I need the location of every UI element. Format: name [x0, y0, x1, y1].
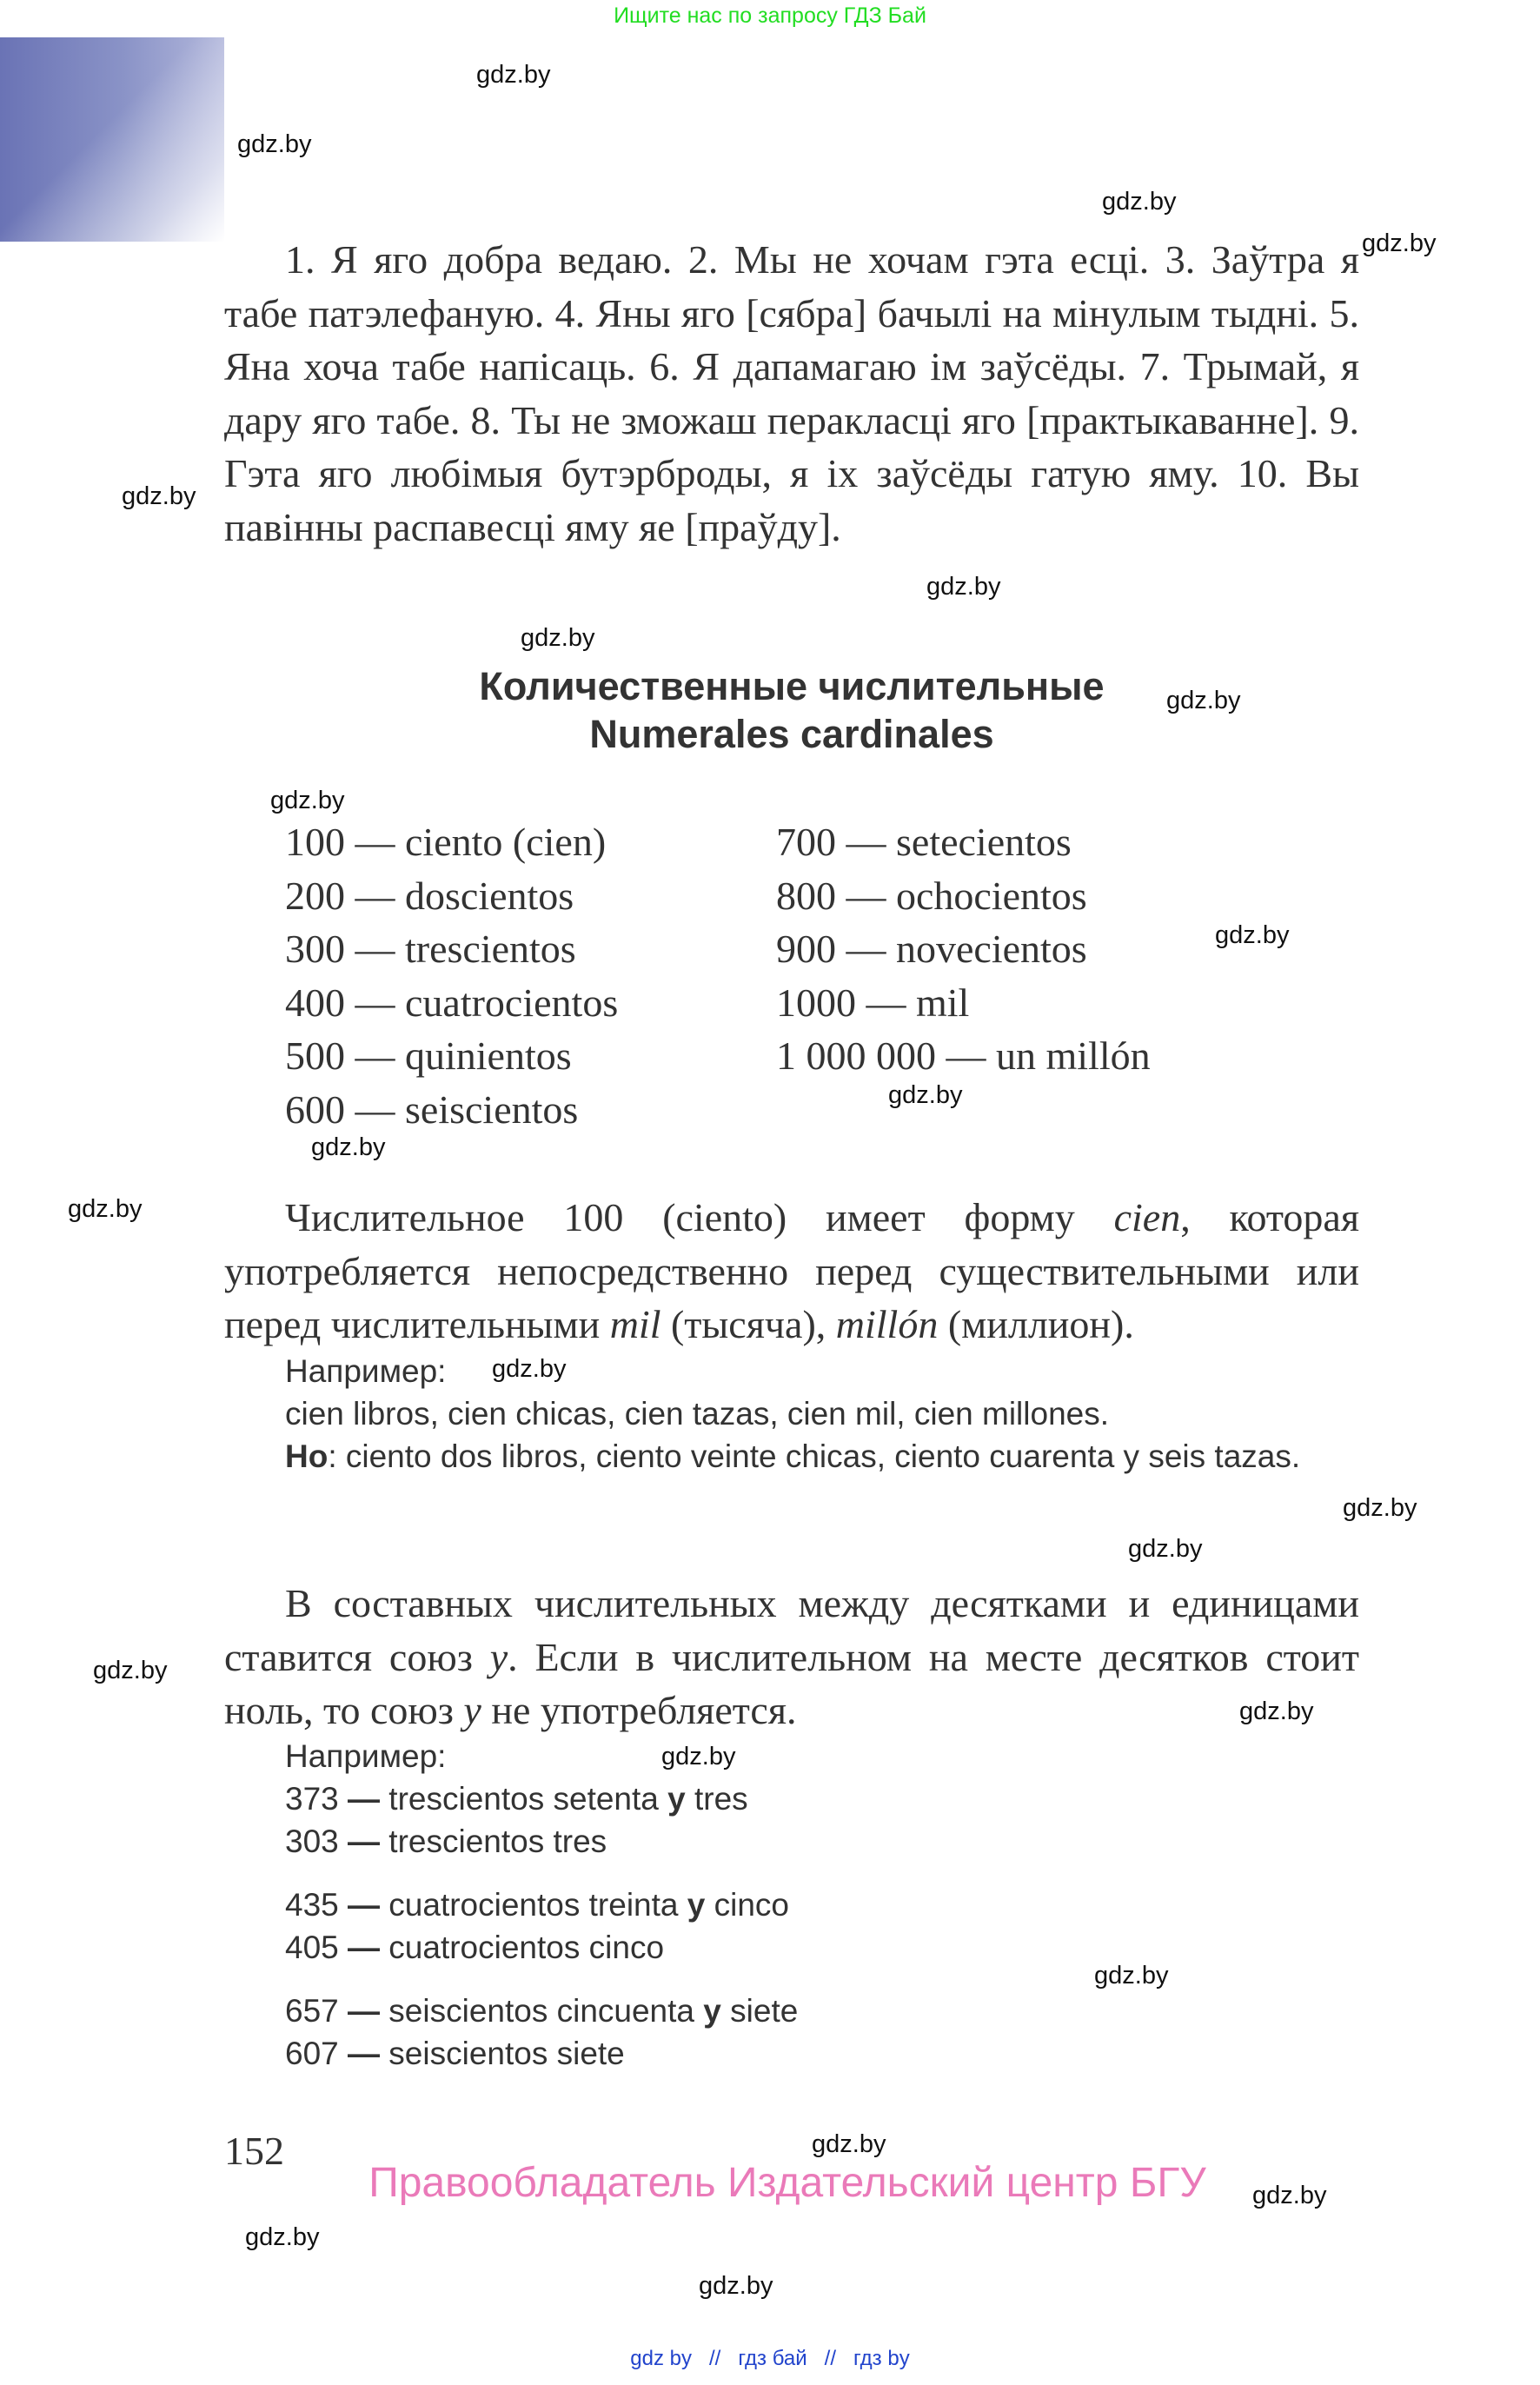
rule-cien-paragraph: Числительное 100 (ciento) имеет форму cien, которая употребляется непосредственно перед существительными или перед числительными mil (тысяча), millón (миллион). [224, 1195, 1360, 1346]
watermark: gdz.by [1215, 921, 1290, 949]
example-label: Например: [285, 1738, 447, 1774]
exercise-text-block [224, 233, 1359, 554]
example-line: 303 — trescientos tres [285, 1824, 607, 1859]
watermark: gdz.by [93, 1657, 168, 1684]
section-title-ru: Количественные числительные [479, 664, 1105, 708]
numeral-row: 800 — ochocientos [776, 873, 1087, 918]
watermark: gdz.by [245, 2223, 320, 2251]
rule-cien-examples [224, 1350, 1359, 1478]
numeral-row: 200 — doscientos [285, 873, 574, 918]
watermark: gdz.by [476, 61, 551, 89]
example-label: Например: [285, 1353, 447, 1389]
numeral-row: 900 — novecientos [776, 927, 1087, 971]
counter-example-line: Но: ciento dos libros, ciento veinte chicas, ciento cuarenta y seis tazas. [285, 1438, 1301, 1474]
numeral-row: 700 — setecientos [776, 820, 1072, 864]
rule-y-paragraph: В составных числительных между десятками и единицами ставится союз y. Если в числительном на месте десятков стоит ноль, то союз y не употребляется. [224, 1581, 1359, 1732]
watermark: gdz.by [311, 1133, 386, 1161]
example-line: 405 — cuatrocientos cinco [285, 1930, 665, 1965]
watermark: gdz.by [1102, 188, 1177, 216]
numeral-row: 300 — trescientos [285, 927, 576, 971]
footer-separator: // [824, 2347, 836, 2370]
watermark: gdz.by [1343, 1494, 1417, 1522]
watermark: gdz.by [521, 624, 595, 652]
numeral-row: 500 — quinientos [285, 1033, 572, 1078]
watermark: gdz.by [1094, 1962, 1169, 1990]
watermark: gdz.by [1252, 2182, 1327, 2209]
page-number: 152 [224, 2129, 284, 2173]
footer-link[interactable]: гдз by [853, 2347, 910, 2370]
numeral-row: 1 000 000 — un millón [776, 1033, 1151, 1078]
watermark: gdz.by [492, 1355, 567, 1383]
section-title-es: Numerales cardinales [589, 712, 994, 756]
rule-y-examples [285, 1735, 798, 2075]
example-line: 607 — seiscientos siete [285, 2036, 625, 2071]
watermark: gdz.by [237, 130, 312, 158]
watermark: gdz.by [270, 787, 345, 814]
watermark: gdz.by [1128, 1535, 1203, 1563]
watermark: gdz.by [1362, 229, 1437, 257]
example-line: 435 — cuatrocientos treinta y cinco [285, 1887, 790, 1923]
watermark: gdz.by [661, 1743, 736, 1770]
watermark: gdz.by [926, 573, 1001, 601]
example-line: cien libros, cien chicas, cien tazas, cien mil, cien millones. [285, 1396, 1109, 1432]
exercise-paragraph: 1. Я яго добра ведаю. 2. Мы не хочам гэта есці. 3. Заўтра я табе патэлефаную. 4. Яны яго [сябра] бачылі на мінулым тыдні. 5. Яна хоча табе напісаць. 6. Я дапамагаю ім заўсёды. 7. Трымай, я дару яго табе. 8. Ты не зможаш перакласці яго [практыкаванне]. 9. Гэта яго любімыя бутэрброды, я іх заўсёды гатую яму. 10. Вы павінны распавесці яму яе [праўду]. [224, 237, 1359, 549]
watermark: gdz.by [122, 482, 196, 510]
numerals-right-column [776, 815, 1151, 1083]
footer-links [0, 2347, 1540, 2371]
rights-holder-notice: Правообладатель Издательский центр БГУ [368, 2160, 1206, 2206]
watermark: gdz.by [812, 2130, 886, 2158]
footer-separator: // [709, 2347, 721, 2370]
watermark: gdz.by [1166, 687, 1241, 714]
numeral-row: 1000 — mil [776, 980, 970, 1025]
watermark: gdz.by [699, 2272, 773, 2300]
example-line: 657 — seiscientos cincuenta y siete [285, 1993, 799, 2029]
example-line: 373 — trescientos setenta y tres [285, 1781, 748, 1817]
numerals-left-column [285, 815, 618, 1136]
watermark: gdz.by [1239, 1697, 1314, 1725]
watermark: gdz.by [68, 1195, 143, 1223]
numeral-row: 100 — ciento (cien) [285, 820, 607, 864]
footer-link[interactable]: гдз бай [738, 2347, 807, 2370]
search-banner[interactable]: Ищите нас по запросу ГДЗ Бай [614, 3, 926, 28]
footer-link[interactable]: gdz by [630, 2347, 692, 2370]
watermark: gdz.by [888, 1081, 963, 1109]
corner-gradient-decoration [0, 37, 224, 242]
numeral-row: 400 — cuatrocientos [285, 980, 619, 1025]
numeral-row: 600 — seiscientos [285, 1086, 579, 1132]
